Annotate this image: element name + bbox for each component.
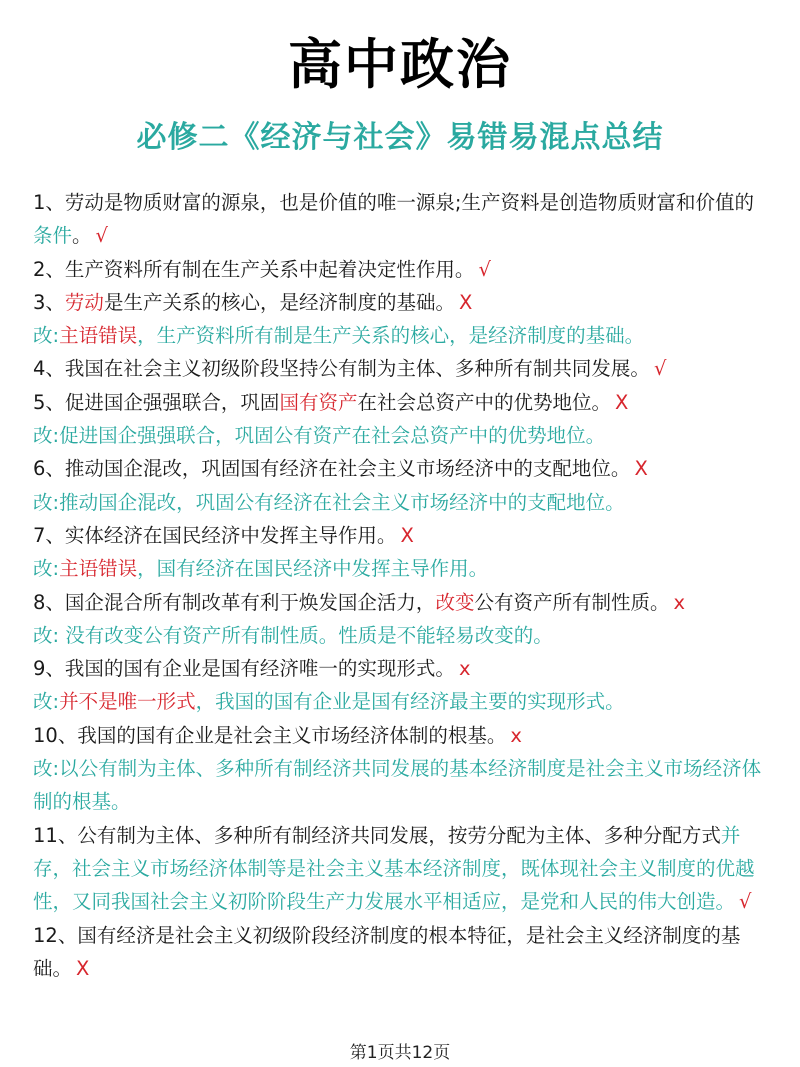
item-number: 1、 bbox=[33, 191, 65, 214]
item-text: 公有制为主体、多种所有制经济共同发展，按劳分配为主体、多种分配方式 bbox=[77, 823, 721, 847]
correction-text: ，生产资料所有制是生产关系的核心，是经济制度的基础。 bbox=[137, 324, 645, 348]
check-mark: √ bbox=[653, 357, 667, 381]
correction-highlight: 并不是唯一形式 bbox=[59, 690, 196, 714]
item-number: 2、 bbox=[33, 257, 65, 281]
item-number: 9、 bbox=[33, 657, 65, 681]
check-mark: √ bbox=[739, 890, 752, 914]
list-item bbox=[33, 352, 768, 385]
correction-text: ，国有经济在国民经济中发挥主导作用。 bbox=[137, 557, 489, 581]
list-item bbox=[33, 253, 768, 286]
list-item bbox=[33, 586, 768, 619]
list-item bbox=[33, 819, 768, 919]
item-number: 7、 bbox=[33, 523, 65, 547]
item-text: 促进国企强强联合，巩固 bbox=[64, 390, 280, 414]
check-mark: √ bbox=[95, 224, 108, 248]
list-item bbox=[33, 519, 768, 552]
cross-mark: X bbox=[458, 290, 473, 314]
item-text: 国有经济是社会主义初级阶段经济制度的根本特征，是社会主义经济制度的基础。 bbox=[33, 923, 741, 980]
correction bbox=[33, 319, 768, 352]
item-highlight: 并存，社会主义市场经济体制等是社会主义基本经济制度，既体现社会主义制度的优越性，又同我国社会主义初阶阶段生产力发展水平相适应，是党和人民的伟大创造。 bbox=[33, 823, 755, 914]
item-number: 12、 bbox=[33, 923, 78, 947]
correction bbox=[33, 552, 768, 585]
item-number: 6、 bbox=[33, 457, 65, 481]
item-number: 5、 bbox=[33, 390, 65, 414]
cross-mark: x bbox=[673, 590, 686, 614]
correction: 改:推动国企混改，巩固公有经济在社会主义市场经济中的支配地位。 bbox=[33, 490, 625, 514]
item-highlight: 国有资产 bbox=[279, 390, 358, 414]
list-item bbox=[33, 186, 768, 253]
correction bbox=[33, 685, 768, 718]
list-item bbox=[33, 452, 768, 485]
cross-mark: X bbox=[634, 457, 648, 481]
list-item bbox=[33, 286, 768, 319]
correction: 改:促进国企强强联合，巩固公有资产在社会总资产中的优势地位。 bbox=[33, 424, 606, 448]
correction-prefix: 改: bbox=[33, 690, 60, 714]
item-text: 国企混合所有制改革有利于焕发国企活力， bbox=[64, 590, 436, 614]
item-text: 是生产关系的核心，是经济制度的基础。 bbox=[103, 290, 455, 314]
item-highlight: 改变 bbox=[435, 590, 475, 614]
check-mark: √ bbox=[478, 257, 491, 281]
item-list bbox=[33, 186, 768, 985]
item-text: 实体经济在国民经济中发挥主导作用。 bbox=[64, 523, 397, 547]
item-text: 在社会总资产中的优势地位。 bbox=[357, 390, 611, 414]
item-text: 生产资料所有制在生产关系中起着决定性作用。 bbox=[64, 257, 475, 281]
correction: 改: 没有改变公有资产所有制性质。性质是不能轻易改变的。 bbox=[33, 623, 553, 647]
item-number: 8、 bbox=[33, 590, 65, 614]
item-text: 我国的国有企业是社会主义市场经济体制的根基。 bbox=[77, 723, 507, 747]
correction-highlight: 主语错误 bbox=[59, 557, 138, 581]
list-item bbox=[33, 919, 768, 986]
cross-mark: X bbox=[614, 390, 629, 414]
correction-highlight: 主语错误 bbox=[59, 324, 138, 348]
item-text: 劳动是物质财富的源泉，也是价值的唯一源泉;生产资料是创造物质财富和价值的 bbox=[64, 191, 754, 214]
correction: 改:以公有制为主体、多种所有制经济共同发展的基本经济制度是社会主义市场经济体制的根基。 bbox=[33, 757, 762, 814]
correction-prefix: 改: bbox=[33, 324, 60, 348]
correction-text: ，我国的国有企业是国有经济最主要的实现形式。 bbox=[195, 690, 625, 714]
item-text: 我国的国有企业是国有经济唯一的实现形式。 bbox=[64, 657, 455, 681]
item-highlight: 劳动 bbox=[64, 290, 104, 314]
item-number: 11、 bbox=[33, 823, 78, 847]
page-indicator: 第1页共12页 bbox=[349, 1043, 451, 1063]
list-item bbox=[33, 652, 768, 685]
cross-mark: x bbox=[458, 657, 471, 681]
item-number: 4、 bbox=[33, 357, 65, 381]
item-text: 我国在社会主义初级阶段坚持公有制为主体、多种所有制共同发展。 bbox=[64, 357, 650, 381]
cross-mark: x bbox=[510, 723, 522, 747]
item-text: 推动国企混改，巩固国有经济在社会主义市场经济中的支配地位。 bbox=[64, 457, 631, 481]
item-text: 公有资产所有制性质。 bbox=[474, 590, 670, 614]
page-title: 高中政治 bbox=[288, 33, 512, 96]
correction-prefix: 改: bbox=[33, 557, 60, 581]
item-highlight: 条件 bbox=[33, 224, 73, 248]
cross-mark: X bbox=[400, 523, 414, 547]
cross-mark: X bbox=[76, 956, 90, 980]
list-item bbox=[33, 719, 768, 752]
page-subtitle: 必修二《经济与社会》易错易混点总结 bbox=[136, 120, 664, 155]
item-text: 。 bbox=[72, 224, 92, 248]
item-number: 3、 bbox=[33, 290, 65, 314]
item-number: 10、 bbox=[33, 723, 78, 747]
list-item bbox=[33, 386, 768, 419]
